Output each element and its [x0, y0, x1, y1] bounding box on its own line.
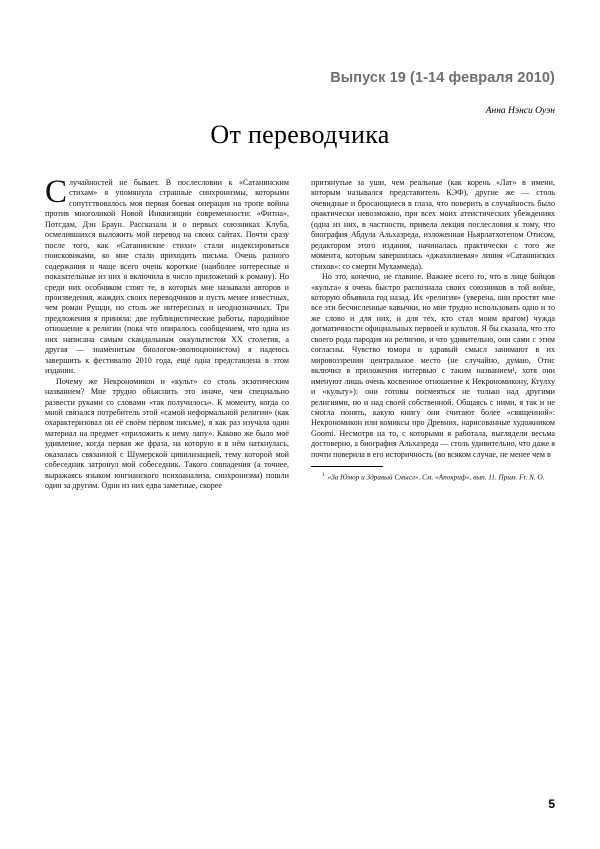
paragraph	[311, 178, 555, 272]
article-body	[45, 174, 555, 778]
footnote-number: 1	[322, 472, 325, 479]
issue-header: Выпуск 19 (1-14 февраля 2010)	[330, 70, 555, 86]
paragraph-text: Почему же Некрономикон и «культ» со столь экзотическим названием? Мне трудно объяснить это иначе, чем специально развести руками со словами «так получилось». К моменту, когда со мной связался потребитель этой «самой неформальной религии» (как охарактеризовал он её своём первом письме), я как раз изучала один материал на предмет «приложить к нему лапу». Каково же было моё удивление, когда первая же фраза, на которую я в нём наткнулась, оказалась связанной с Шумерской цивилизацией, тему которой мой собеседник затронул мой собеседник. Такого совпадения (а точнее, выражаясь языком юнгианского психоанализа, синхронизма) пошли один за другим. Одни из них едва заметные, скорее	[45, 376, 289, 491]
footnote-divider	[311, 466, 383, 467]
page-number: 5	[548, 797, 555, 811]
paragraph	[45, 377, 289, 492]
footnote-text: «За Юмор и Здравый Смысл». См. «Апокриф», вып. 11. Прим. Fr. N. O.	[327, 473, 545, 482]
column-right	[311, 178, 555, 778]
footnote	[311, 471, 555, 483]
author-byline: Анна Нэнси Оуэн	[485, 106, 555, 116]
column-left	[45, 174, 289, 778]
page-title: От переводчика	[210, 120, 390, 149]
drop-cap: С	[45, 174, 68, 210]
paragraph-text: притянутые за уши, чем реальные (как корень «Лат» в имени, которым назывался представитель КЭФ), другие же — столь очевидные и бросающиеся в глаза, что поверить в случайность было практически невозможно, при всех моих атеистических убеждениях (одна из них, в частности, привела лекция послесловия к тому, что биография Абдула Альхазреда, изложенная Ньярлатхотепом Отисом, редактором этого издания, начиналась практически с того же момента, которым завершилась «джахилиевая» линия «Сатанинских стихов»: со смерти Мухаммеда).	[311, 178, 555, 271]
paragraph	[45, 174, 289, 377]
paragraph-text: Но это, конечно, не главное. Важнее всего то, что в лице бойцов «культа» я очень быстро распознала своих союзников в той войне, которую объявила год назад. Их «религия» (уверена, они простят мне все эти бесчисленные кавычки, но мне трудно использовать одно и то же слово и для них, и для тех, кто стал моим врагом) чужда догматичности официальных первоей и культов. Я бы сказала, что это своего рода пародия на религию, и что удивительно, они сами с этим согласны. Чувство юмора и здравый смысл занимают в их мировоззрении центральное место (не случайно, думаю, Отис включил в приложения интервью с таким названием¹, хотя они именуют лишь очень косвенное отношение к Некрономикону, Ктулху и «культу»): они готовы посмеяться не только над другими религиями, но и над своей собственной. Общаясь с ними, я так и не смогла понять, какую книгу они считают более «священной»: Некрономикон или комиксы про Древних, нарисованные художником Goomi. Несмотря на то, с которыми я работала, выглядели весьма достоверно, а биография Альхазреда — столь удивительно, что даже я почти поверила в его историчность (во всяком случае, не менее чем в	[311, 272, 555, 459]
paragraph	[311, 272, 555, 460]
paragraph-text: лучайностей не бывает. В послесловии к «Сатанинским стихам» я упомянула странные синхронизмы, которыми сопутствовалось моя первая боевая операция на тропе войны против многоликой Новой Инквизиции современности: «Фитна», Потсдам, Дэн Браун. Рассказала и о первых союзниках Клуба, осмелившихся выложить мой перевод на своих сайтах. Почти сразу после того, как «Сатанинские стихи» стали индексироваться поисковиками, ко мне стали приходить письма. Очень разного содержания и чаще всего очень короткие (наиболее интересные и показательные из них я включила в число приложений к роману). Но среди них особняком стоят те, в которых мне называли авторов и произведения, жаждих своих переводчиков и пусть менее известных, чем роман Рушди, но столь же интересных и неоднозначных. Три предложения я приняла: две публицистические работы, пародийное отношение к религии (пока что опиралось сообщением, что одна из них написана самым скандальным оккультистом XX столетия, а другая — знаменитым биологом-эволюционистом) я надеюсь завершить к фестивалю 2010 года, ещё одна представлена в этом издании.	[45, 178, 289, 376]
